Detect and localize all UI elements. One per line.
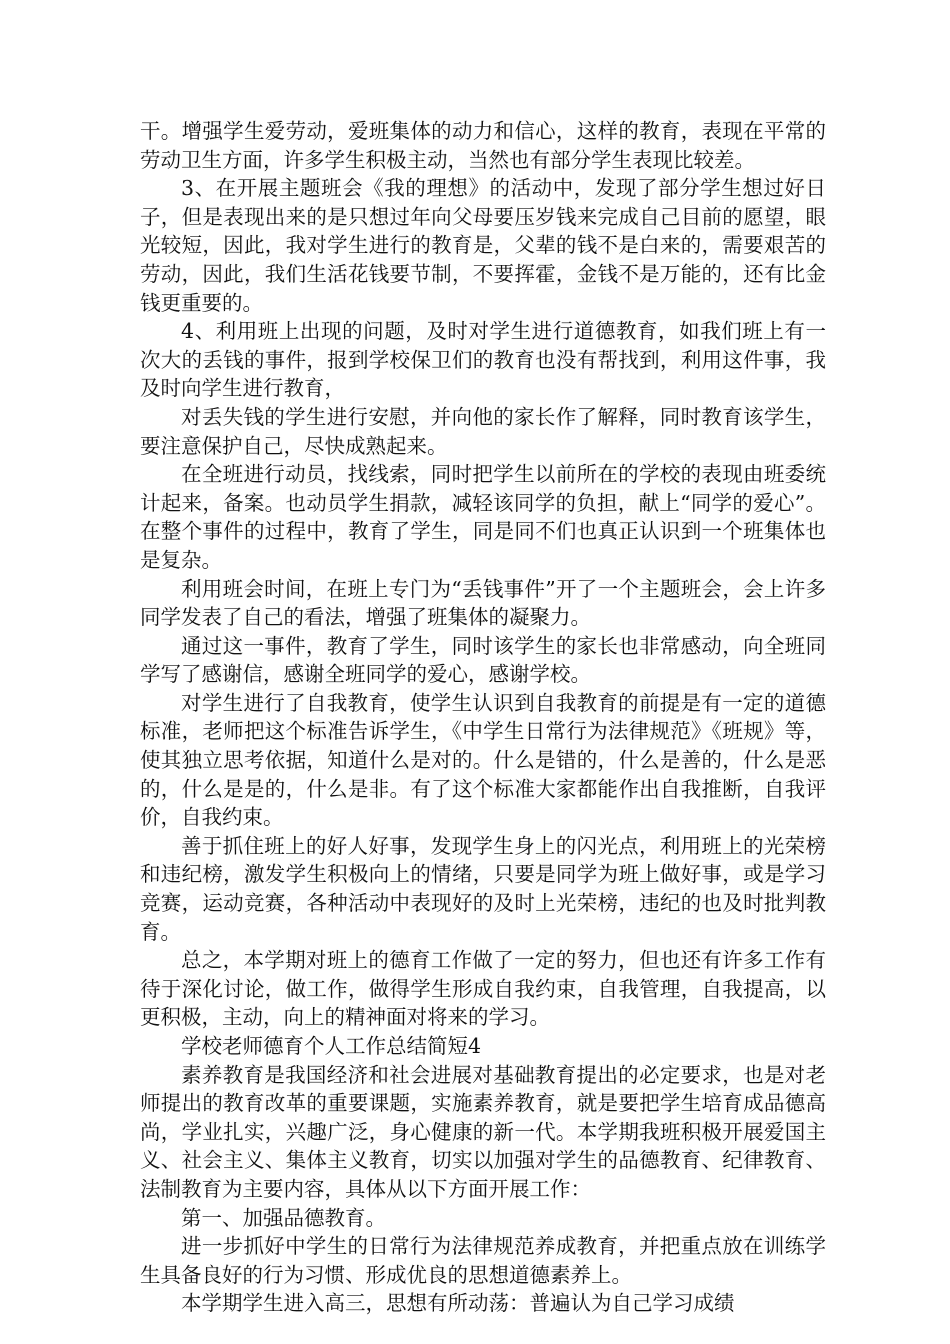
paragraph-10: 总之，本学期对班上的德育工作做了一定的努力，但也还有许多工作有待于深化讨论，做工作，做得学生形成自我约束，自我管理，自我提高，以更积极，主动，向上的精神面对将来的学习。	[140, 948, 826, 1030]
paragraph-14: 进一步抓好中学生的日常行为法律规范养成教育，并把重点放在训练学生具备良好的行为习惯、形成优良的思想道德素养上。	[140, 1234, 826, 1287]
paragraph-5: 在全班进行动员，找线索，同时把学生以前所在的学校的表现由班委统计起来，备案。也动员学生捐款，减轻该同学的负担，献上“同学的爱心”。在整个事件的过程中，教育了学生，同是同不们也真正认识到一个班集体也是复杂。	[140, 462, 826, 572]
paragraph-12: 素养教育是我国经济和社会进展对基础教育提出的必定要求，也是对老师提出的教育改革的重要课题，实施素养教育，就是要把学生培育成品德高尚，学业扎实，兴趣广泛，身心健康的新一代。本学期我班积极开展爱国主义、社会主义、集体主义教育，切实以加强对学生的品德教育、纪律教育、法制教育为主要内容，具体从以下方面开展工作：	[140, 1062, 826, 1201]
paragraph-8: 对学生进行了自我教育，使学生认识到自我教育的前提是有一定的道德标准，老师把这个标准告诉学生，《中学生日常行为法律规范》《班规》等，使其独立思考依据，知道什么是对的。什么是错的，什么是善的，什么是恶的，什么是是的，什么是非。有了这个标准大家都能作出自我推断，自我评价，自我约束。	[140, 690, 826, 830]
paragraph-7: 通过这一事件，教育了学生，同时该学生的家长也非常感动，向全班同学写了感谢信，感谢全班同学的爱心，感谢学校。	[140, 633, 826, 687]
paragraph-15: 本学期学生进入高三，思想有所动荡：普遍认为自己学习成绩	[181, 1291, 735, 1316]
paragraph-13: 第一、加强品德教育。	[181, 1205, 386, 1230]
paragraph-2: 3、在开展主题班会《我的理想》的活动中，发现了部分学生想过好日子，但是表现出来的是只想过年向父母要压岁钱来完成自己目前的愿望，眼光较短，因此，我对学生进行的教育是，父辈的钱不是白来的，需要艰苦的劳动，因此，我们生活花钱要节制，不要挥霍，金钱不是万能的，还有比金钱更重要的。	[140, 176, 826, 315]
document-page	[140, 117, 826, 1318]
paragraph-9: 善于抓住班上的好人好事，发现学生身上的闪光点，利用班上的光荣榜和违纪榜，激发学生积极向上的情绪，只要是同学为班上做好事，或是学习竞赛，运动竞赛，各种活动中表现好的及时上光荣榜，违纪的也及时批判教育。	[140, 833, 826, 944]
paragraph-4: 对丢失钱的学生进行安慰，并向他的家长作了解释，同时教育该学生，要注意保护自己，尽快成熟起来。	[140, 404, 826, 458]
paragraph-6: 利用班会时间，在班上专门为“丢钱事件”开了一个主题班会，会上许多同学发表了自己的看法，增强了班集体的凝聚力。	[140, 576, 826, 630]
paragraph-3: 4、利用班上出现的问题，及时对学生进行道德教育，如我们班上有一次大的丢钱的事件，报到学校保卫们的教育也没有帮找到，利用这件事，我及时向学生进行教育，	[140, 319, 826, 401]
section-heading: 学校老师德育个人工作总结简短4	[181, 1034, 482, 1058]
paragraph-1: 干。增强学生爱劳动，爱班集体的动力和信心，这样的教育，表现在平常的劳动卫生方面，许多学生积极主动，当然也有部分学生表现比较差。	[140, 119, 826, 172]
